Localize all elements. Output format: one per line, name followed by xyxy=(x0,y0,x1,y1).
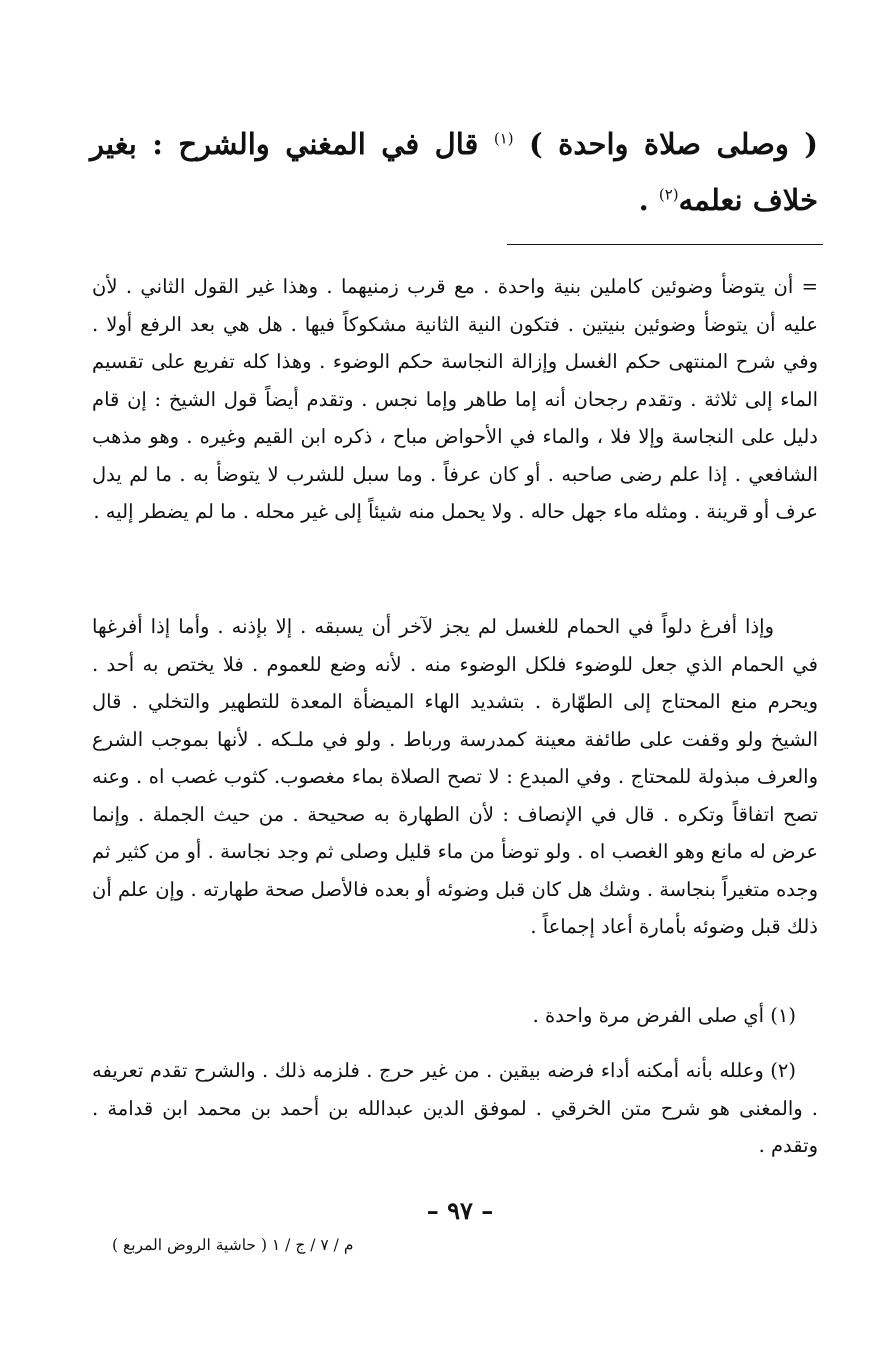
commentary-paragraph xyxy=(92,608,818,946)
continuation-note-text: = أن يتوضأ وضوئين كاملين بنية واحدة . مع قرب زمنيهما . وهذا غير القول الثاني . لأن عليه أن يتوضأ وضوئين بنيتين . فتكون النية الثانية مشكوكاً فيها . هل هي بعد الرفع أولا . وفي شرح المنتهى حكم الغسل وإزالة النجاسة حكم الوضوء . وهذا كله تفريع على تقسيم الماء إلى ثلاثة . وتقدم رجحان أنه إما طاهر وإما نجس . وتقدم أيضاً قول الشيخ : إن قام دليل على النجاسة وإلا فلا ، والماء في الأحواض مباح ، ذكره ابن القيم وغيره . وهو مذهب الشافعي . إذا علم رضى صاحبه . أو كان عرفاً . وما سبل للشرب لا يتوضأ به . ما لم يدل عرف أو قرينة . ومثله ماء جهل حاله . ولا يحمل منه شيئاً إلى غير محله . ما لم يضطر إليه . xyxy=(92,275,818,523)
continuation-note xyxy=(92,268,818,531)
footnote-1 xyxy=(92,997,818,1035)
footnote-ref-1: (١) xyxy=(493,129,514,148)
main-end: . xyxy=(638,183,659,217)
main-paragraph xyxy=(90,116,818,228)
page-number: – ٩٧ – xyxy=(426,1196,494,1225)
main-text xyxy=(90,116,818,228)
commentary-paragraph-text: وإذا أفرغ دلواً في الحمام للغسل لم يجز لآخر أن يسبقه . إلا بإذنه . وأما إذا أفرغها في الحمام الذي جعل للوضوء فلكل الوضوء منه . لأنه وضع للعموم . فلا يختص به أحد . ويحرم منع المحتاج إلى الطهّارة . بتشديد الهاء الميضأة المعدة للتطهير والتخلي . قال الشيخ ولو وقفت على طائفة معينة كمدرسة ورباط . ولو في ملـكه . لأنها بموجب الشرع والعرف مبذولة للمحتاج . وفي المبدع : لا تصح الصلاة بماء مغصوب. كثوب غصب اه . وعنه تصح اتفاقاً وتكره . قال في الإنصاف : لأن الطهارة به صحيحة . من حيث الجملة . وإنما عرض له مانع وهو الغصب اه . ولو توضأ من ماء قليل وصلى ثم وجد نجاسة . أو من كثير ثم وجده متغيراً بنجاسة . وشك هل كان قبل وضوئه أو بعده فالأصل صحة طهارته . وإن علم أن ذلك قبل وضوئه بأمارة أعاد إجماعاً . xyxy=(92,615,818,938)
printer-signature: م / ٧ / ج / ١ ( حاشية الروض المربع ) xyxy=(112,1236,354,1254)
footnote-1-text: أي صلى الفرض مرة واحدة . xyxy=(532,1004,771,1027)
main-quote: ( وصلى صلاة واحدة ) xyxy=(529,127,818,161)
separator-line xyxy=(507,244,823,245)
footnote-1-marker: (١) xyxy=(770,1004,796,1027)
footnote-ref-2: (٢) xyxy=(658,185,679,204)
main-commentary: قال في المغني والشرح : بغير خلاف نعلمه xyxy=(90,127,818,217)
footnote-2-marker: (٢) xyxy=(770,1059,796,1082)
footnote-2 xyxy=(92,1052,818,1165)
footnote-2-text: وعلله بأنه أمكنه أداء فرضه بيقين . من غير حرج . فلزمه ذلك . والشرح تقدم تعريفه . والمغنى هو شرح متن الخرقي . لموفق الدين عبدالله بن أحمد بن محمد ابن قدامة . وتقدم . xyxy=(92,1059,818,1157)
